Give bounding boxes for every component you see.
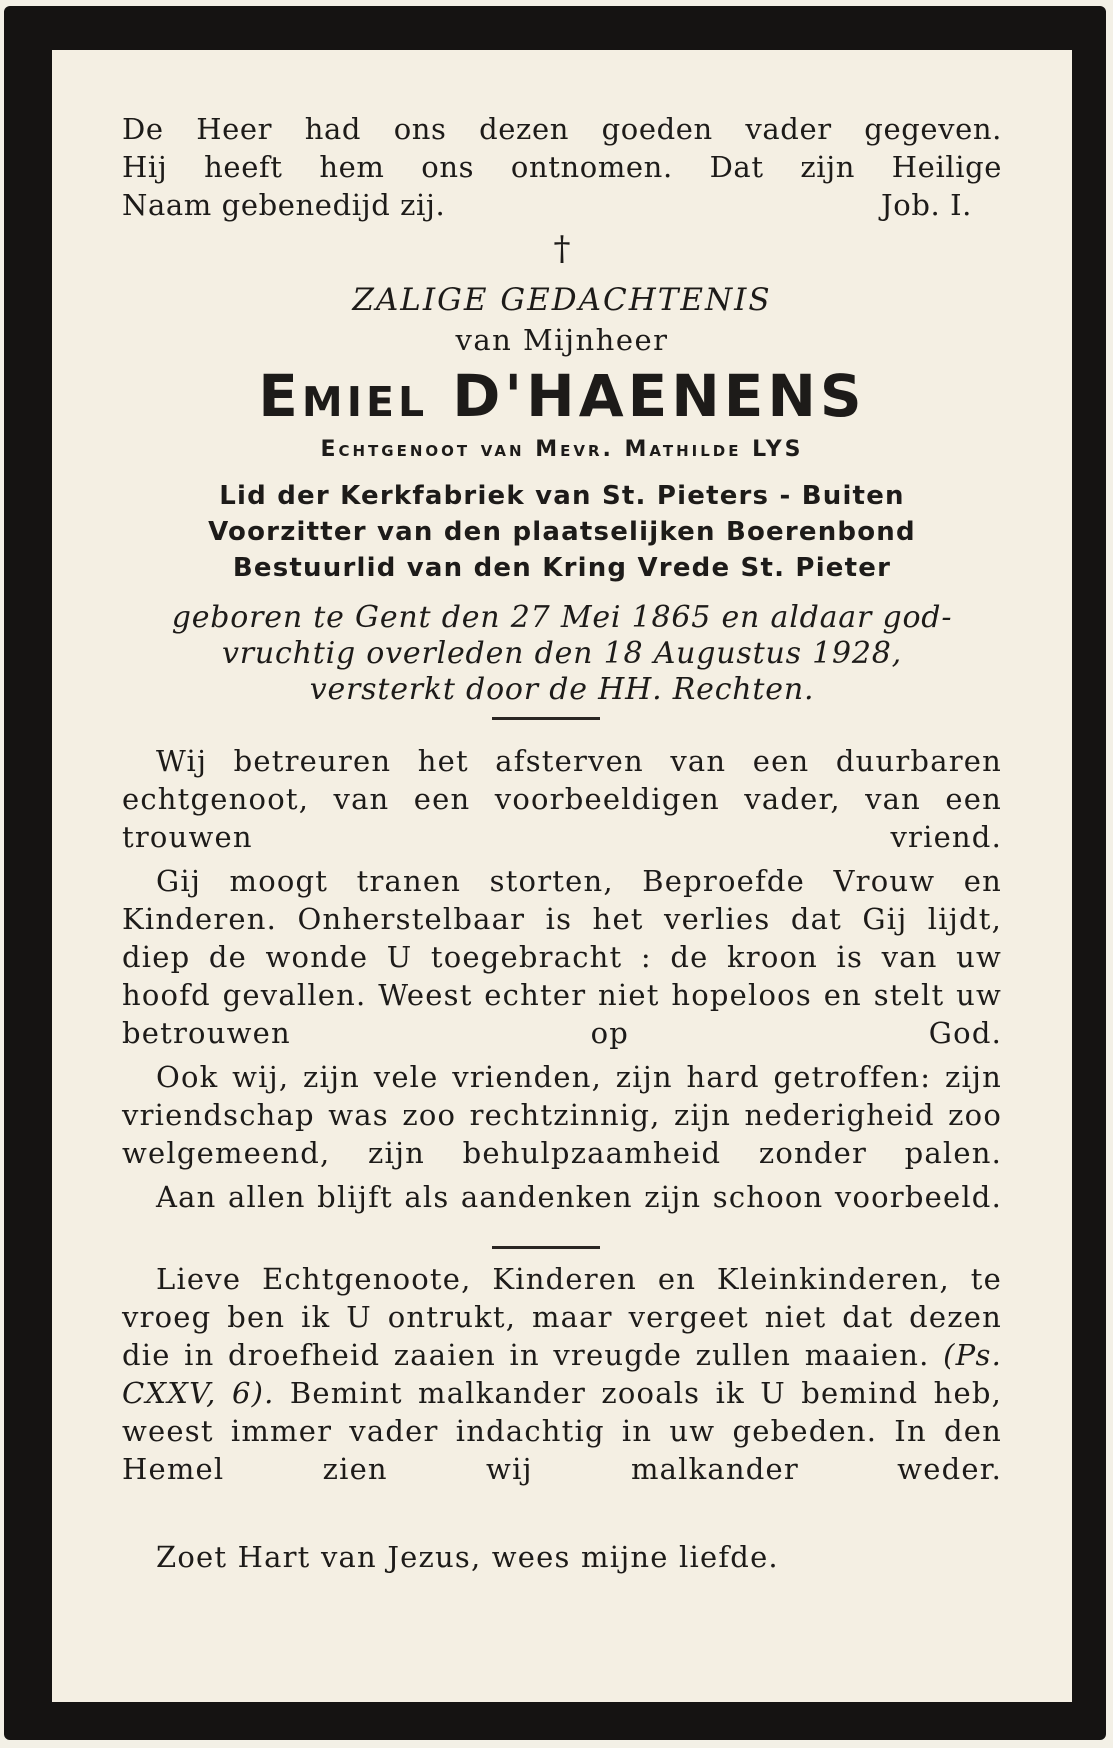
paragraph-3: Ook wij, zijn vele vrienden, zijn hard getroffen: zijn vriendschap was zoo rechtzinnig, zijn nederigheid zoo welgemeend, zijn behulpzaamheid zonder palen. <box>122 1060 1002 1170</box>
mourning-card-border <box>4 6 1106 1740</box>
bible-verse <box>122 110 1002 224</box>
paragraph-4: Aan allen blijft als aandenken zijn schoon voorbeeld. <box>156 1180 1002 1214</box>
divider-rule-2 <box>492 1246 600 1249</box>
memorial-prefix: van Mijnheer <box>455 323 669 357</box>
farewell-text <box>122 1260 1002 1488</box>
verse-line-2: Hij heeft hem ons ontnomen. Dat zijn Heilige <box>122 150 1002 184</box>
birth-death-block <box>122 600 1002 708</box>
farewell-text-2: Bemint malkander zooals ik U bemind heb, weest immer vader indachtig in uw gebeden. In den Hemel zien wij malkander weder. <box>122 1376 1002 1486</box>
card-paper <box>52 50 1072 1702</box>
paragraph-2: Gij moogt tranen storten, Beproefde Vrouw en Kinderen. Onherstelbaar is het verlies dat Gij lijdt, diep de wonde U toegebracht : de kroon is van uw hoofd gevallen. Weest echter niet hopeloos en stelt uw betrouwen op God. <box>122 864 1002 1050</box>
farewell-reference: (Ps. CXXV, 6). <box>122 1338 1003 1410</box>
verse-reference: Job. I. <box>881 188 972 222</box>
farewell-text-1: Lieve Echtgenoote, Kinderen en Kleinkinderen, te vroeg ben ik U ontrukt, maar vergeet niet dat dezen die in droefheid zaaien in vreugde zullen maaien. <box>122 1262 1002 1372</box>
functions-list <box>122 478 1002 586</box>
birth-death-line-2: vruchtig overleden den 18 Augustus 1928, <box>221 636 903 671</box>
paragraph-1: Wij betreuren het afsterven van een duurbaren echtgenoot, van een voorbeeldigen vader, van een trouwen vriend. <box>122 744 1002 854</box>
cross-icon: † <box>553 229 571 269</box>
verse-line-1: De Heer had ons dezen goeden vader gegeven. <box>122 112 1002 146</box>
function-line-3: Bestuurlid van den Kring Vrede St. Pieter <box>232 553 892 583</box>
deceased-name: Emiel D'HAENENS <box>258 362 866 430</box>
function-line-2: Voorzitter van den plaatselijken Boerenbond <box>208 517 916 547</box>
divider-rule-1 <box>492 717 600 720</box>
verse-line-3-text: Naam gebenedijd zij. <box>122 188 446 222</box>
closing-prayer: Zoet Hart van Jezus, wees mijne liefde. <box>156 1540 779 1574</box>
spouse-line: Echtgenoot van Mevr. Mathilde LYS <box>320 437 804 462</box>
farewell-paragraph <box>122 1260 1002 1494</box>
verse-line-3 <box>122 186 1002 224</box>
function-line-1: Lid der Kerkfabriek van St. Pieters - Buiten <box>219 481 905 511</box>
birth-death-line-1: geboren te Gent den 27 Mei 1865 en aldaar god- <box>171 600 953 635</box>
birth-death-line-3: versterkt door de HH. Rechten. <box>309 672 815 707</box>
body-paragraphs <box>122 742 1002 1222</box>
memorial-heading: ZALIGE GEDACHTENIS <box>352 282 772 318</box>
